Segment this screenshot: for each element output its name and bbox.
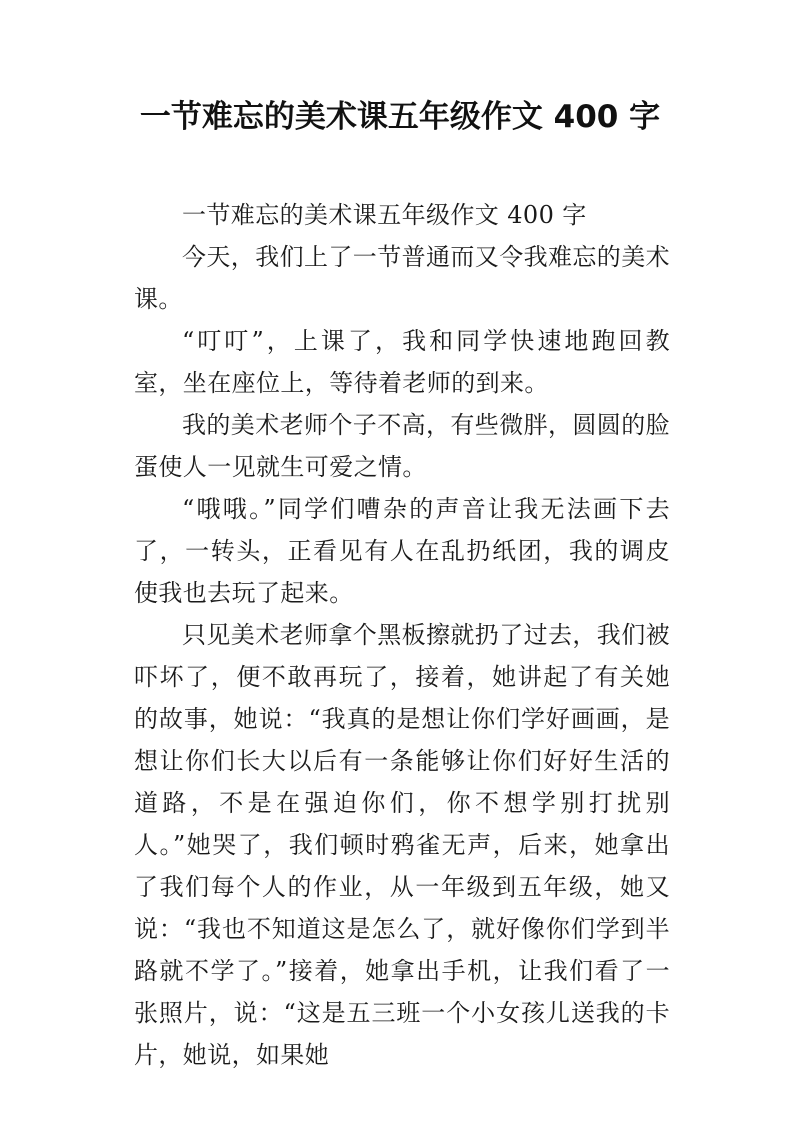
- paragraph: “哦哦。”同学们嘈杂的声音让我无法画下去了，一转头，正看见有人在乱扔纸团，我的调皮使我也去玩了起来。: [134, 495, 670, 607]
- paragraph: 只见美术老师拿个黑板擦就扔了过去，我们被吓坏了，便不敢再玩了，接着，她讲起了有关她的故事，她说：“我真的是想让你们学好画画，是想让你们长大以后有一条能够让你们好好生活的道路，不是在强迫你们，你不想学别打扰别人。”她哭了，我们顿时鸦雀无声，后来，她拿出了我们每个人的作业，从一年级到五年级，她又说：“我也不知道这是怎么了，就好像你们学到半路就不学了。”接着，她拿出手机，让我们看了一张照片，说：“这是五三班一个小女孩儿送我的卡片，她说，如果她: [134, 621, 670, 1069]
- paragraph-subtitle: 一节难忘的美术课五年级作文 400 字: [182, 201, 587, 229]
- paragraph: “叮叮”，上课了，我和同学快速地跑回教室，坐在座位上，等待着老师的到来。: [134, 327, 670, 397]
- document-title: 一节难忘的美术课五年级作文 400 字: [139, 99, 661, 135]
- paragraph: 我的美术老师个子不高，有些微胖，圆圆的脸蛋使人一见就生可爱之情。: [134, 411, 670, 481]
- document-body: [134, 194, 670, 1076]
- paragraph: 今天，我们上了一节普通而又令我难忘的美术课。: [134, 243, 670, 313]
